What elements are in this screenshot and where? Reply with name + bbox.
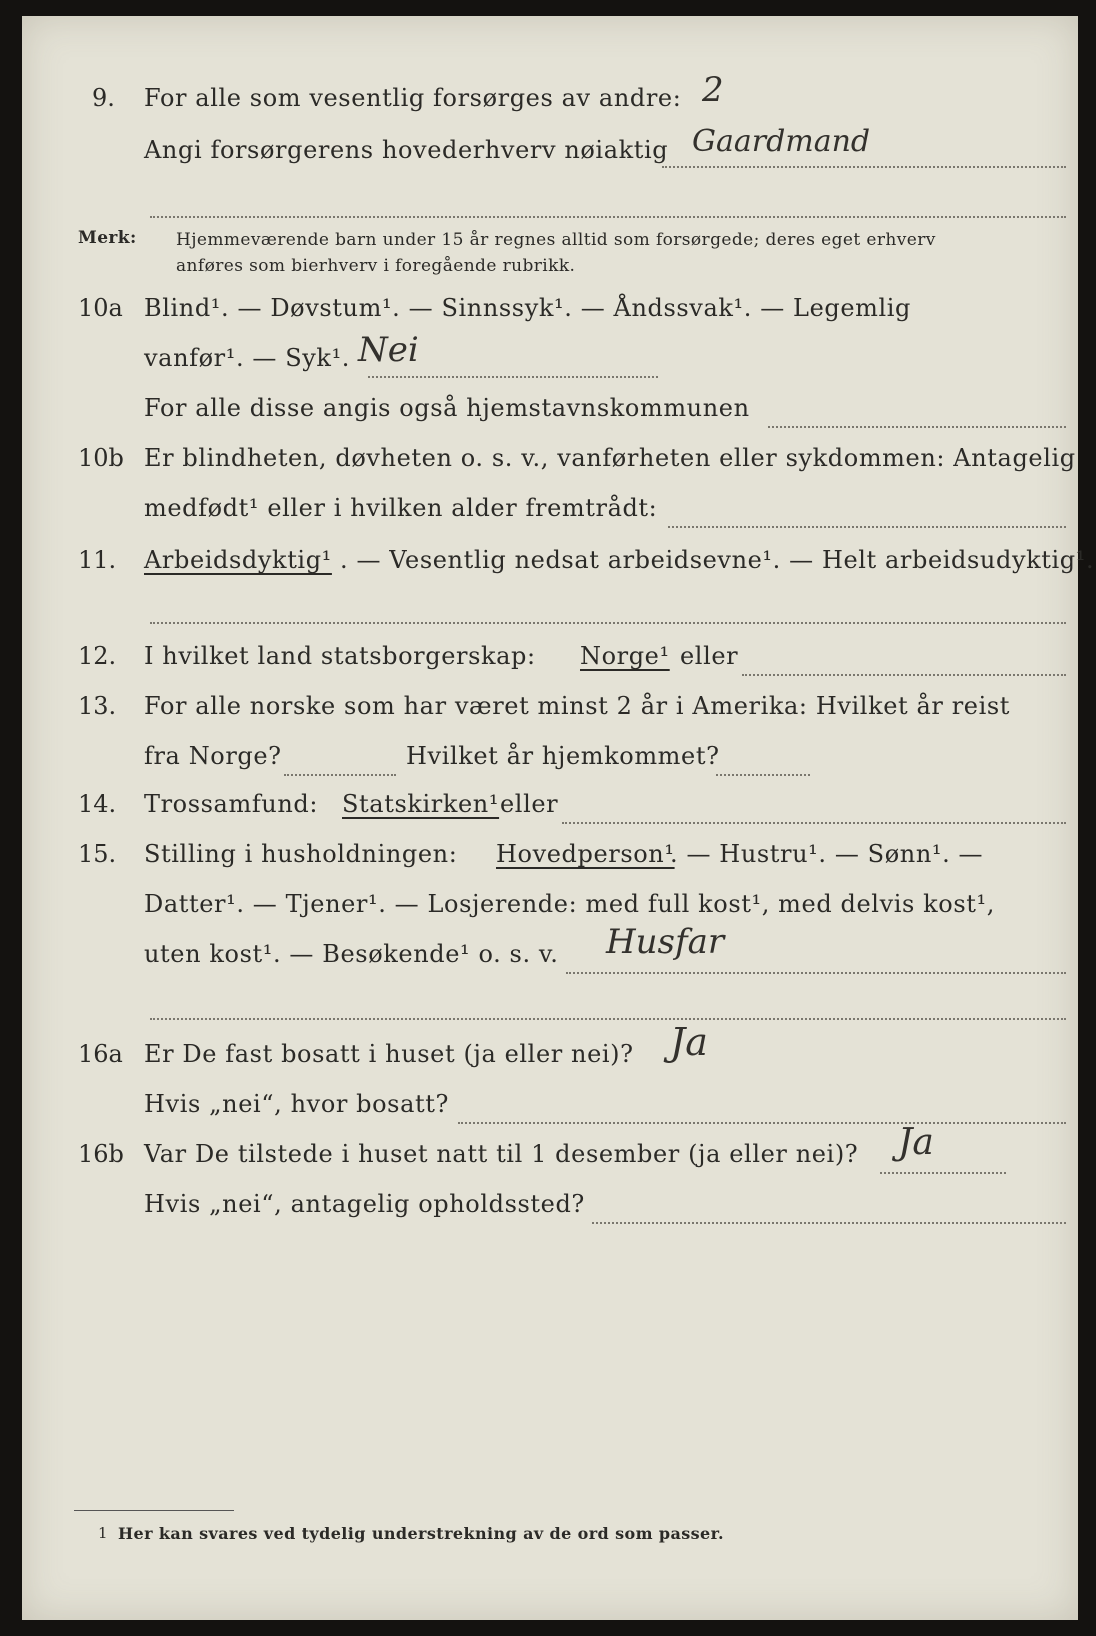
q15-number: 15. xyxy=(78,840,117,868)
footnote-text: Her kan svares ved tydelig understrekning av de ord som passer. xyxy=(118,1524,724,1543)
q10b-answer-line xyxy=(668,526,1066,528)
q14-text: Trossamfund: xyxy=(144,790,319,818)
q10a-line2: vanfør¹. — Syk¹. xyxy=(144,344,351,372)
merk-label: Merk: xyxy=(78,228,137,248)
q16b-number: 16b xyxy=(78,1140,124,1168)
q15-answer-line xyxy=(566,972,1066,974)
q13-line2b: Hvilket år hjemkommet? xyxy=(406,742,720,770)
q13-reist-line xyxy=(284,774,396,776)
q13-line2a: fra Norge? xyxy=(144,742,282,770)
q10a-line3: For alle disse angis også hjemstavnskommunen xyxy=(144,394,750,422)
q14-option-statskirken: Statskirken¹ xyxy=(342,790,500,818)
q11-number: 11. xyxy=(78,546,117,574)
footnote-rule xyxy=(74,1510,234,1511)
q10a-answer: Nei xyxy=(358,330,419,370)
q9-number: 9. xyxy=(92,84,115,112)
q16b-opholdssted-line xyxy=(592,1222,1066,1224)
q15-line1a: Stilling i husholdningen: xyxy=(144,840,458,868)
q10a-municipality-line xyxy=(768,426,1066,428)
q12-rest: eller xyxy=(680,642,739,670)
q16a-line1: Er De fast bosatt i huset (ja eller nei)? xyxy=(144,1040,634,1068)
q13-line1: For alle norske som har været minst 2 år i Amerika: Hvilket år reist xyxy=(144,692,1011,720)
q16a-number: 16a xyxy=(78,1040,123,1068)
q12-answer-line xyxy=(742,674,1066,676)
q11-rest: . — Vesentlig nedsat arbeidsevne¹. — Helt arbeidsudyktig¹. xyxy=(340,546,1095,574)
q14-answer-line xyxy=(562,822,1066,824)
merk-line1: Hjemmeværende barn under 15 år regnes alltid som forsørgede; deres eget erhverv xyxy=(176,230,936,250)
q12-text: I hvilket land statsborgerskap: xyxy=(144,642,536,670)
q15-option-hovedperson: Hovedperson¹ xyxy=(496,840,675,868)
q16a-answer: Ja xyxy=(670,1020,708,1064)
q15-answer: Husfar xyxy=(606,922,725,962)
q12-option-norge: Norge¹ xyxy=(580,642,670,670)
q16a-answer-line xyxy=(458,1122,1066,1124)
q9-line1: For alle som vesentlig forsørges av andre: xyxy=(144,84,682,112)
q13-number: 13. xyxy=(78,692,117,720)
q10b-number: 10b xyxy=(78,444,124,472)
q12-number: 12. xyxy=(78,642,117,670)
q14-number: 14. xyxy=(78,790,117,818)
separator xyxy=(150,1018,1066,1020)
q16b-line1: Var De tilstede i huset natt til 1 desember (ja eller nei)? xyxy=(144,1140,859,1168)
census-form-page xyxy=(22,16,1095,1620)
q13-hjemkommet-line xyxy=(716,774,810,776)
q15-line1b: . — Hustru¹. — Sønn¹. — xyxy=(670,840,984,868)
q15-line2: Datter¹. — Tjener¹. — Losjerende: med full kost¹, med delvis kost¹, xyxy=(144,890,995,918)
footnote-mark: 1 xyxy=(98,1524,108,1542)
q10b-line1: Er blindheten, døvheten o. s. v., vanførheten eller sykdommen: Antagelig xyxy=(144,444,1076,472)
q16b-line2: Hvis „nei“, antagelig opholdssted? xyxy=(144,1190,585,1218)
q10a-number: 10a xyxy=(78,294,123,322)
q11-option-arbeidsdyktig: Arbeidsdyktig¹ xyxy=(144,546,332,574)
separator xyxy=(150,622,1066,624)
merk-line2: anføres som bierhverv i foregående rubrikk. xyxy=(176,256,576,276)
q16a-line2: Hvis „nei“, hvor bosatt? xyxy=(144,1090,449,1118)
q9-answer-count: 2 xyxy=(702,70,724,110)
q10a-answer-line xyxy=(368,376,658,378)
q9-answer-line xyxy=(662,166,1066,168)
q9-answer-occupation: Gaardmand xyxy=(692,124,871,159)
q10b-line2: medfødt¹ eller i hvilken alder fremtrådt: xyxy=(144,494,658,522)
q16b-answer: Ja xyxy=(898,1122,934,1163)
separator xyxy=(150,216,1066,218)
q9-line2: Angi forsørgerens hovederhverv nøiaktig xyxy=(144,136,669,164)
q10a-line1: Blind¹. — Døvstum¹. — Sinnssyk¹. — Åndssvak¹. — Legemlig xyxy=(144,294,912,322)
q16b-answer-line xyxy=(880,1172,1006,1174)
q14-rest: eller xyxy=(500,790,559,818)
q15-line3: uten kost¹. — Besøkende¹ o. s. v. xyxy=(144,940,559,968)
